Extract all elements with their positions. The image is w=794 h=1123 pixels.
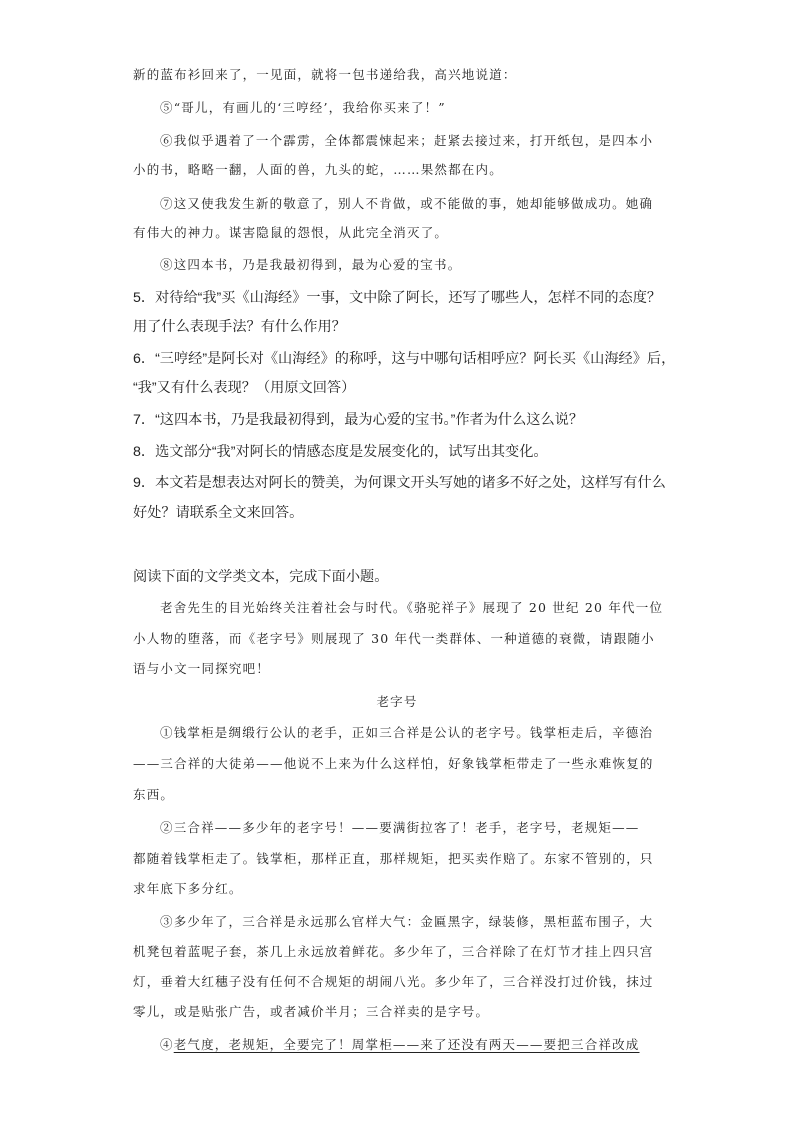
passage2-line: ①钱掌柜是绸缎行公认的老手，正如三合祥是公认的老字号。钱掌柜走后，辛德治 — [160, 725, 654, 740]
question-6-line-2: “我”又有什么表现？（用原文回答） — [133, 380, 356, 396]
passage2-line: 都随着钱掌柜走了。钱掌柜，那样正直，那样规矩，把买卖作赔了。东家不管别的，只 — [133, 851, 654, 866]
reading-instruction: 阅读下面的文学类文本，完成下面小题。 — [133, 569, 389, 585]
paragraph-number: ④ — [160, 1037, 174, 1052]
question-6-line-1: 6．“三哼经”是阿长对《山海经》的称呼，这与中哪句话相呼应？阿长买《山海经》后， — [133, 351, 676, 367]
passage2-line: ②三合祥——多少年的老字号！——要满街拉客了！老手，老字号，老规矩—— — [160, 820, 640, 835]
question-5-line-2: 用了什么表现手法？有什么作用？ — [133, 319, 346, 335]
passage2-line: 零儿，或是贴张广告，或者减价半月；三合祥卖的是字号。 — [133, 1004, 490, 1019]
question-9-line-2: 好处？请联系全文来回答。 — [133, 505, 304, 521]
story-title: 老字号 — [376, 694, 418, 709]
passage2-line: 东西。 — [133, 787, 175, 802]
underlined-sentence: 老气度，老规矩，全要完了！周掌柜——来了还没有两天——要把三合祥改成 — [173, 1037, 640, 1052]
passage2-line: ③多少年了，三合祥是永远那么官样大气：金匾黑字，绿装修，黑柜蓝布围子，大 — [160, 914, 654, 929]
question-7: 7．“这四本书，乃是我最初得到，最为心爱的宝书。”作者为什么这么说？ — [133, 412, 584, 428]
intro-line: 语与小文一同探究吧！ — [133, 661, 271, 676]
question-8: 8．选文部分“我”对阿长的情感态度是发展变化的，试写出其变化。 — [133, 444, 548, 460]
passage1-line: ⑥我似乎遇着了一个霹雳，全体都震悚起来；赶紧去接过来，打开纸包，是四本小 — [160, 133, 654, 148]
passage1-line: 有伟大的神力。谋害隐鼠的怨恨，从此完全消灭了。 — [133, 225, 449, 240]
passage1-line: 新的蓝布衫回来了，一见面，就将一包书递给我，高兴地说道： — [133, 67, 517, 82]
question-9-line-1: 9．本文若是想表达对阿长的赞美，为何课文开头写她的诸多不好之处，这样写有什么 — [133, 475, 666, 491]
question-5-line-1: 5．对待给“我”买《山海经》一事，文中除了阿长，还写了哪些人，怎样不同的态度？ — [133, 290, 662, 306]
passage2-line: ——三合祥的大徒弟——他说不上来为什么这样怕，好象钱掌柜带走了一些永难恢复的 — [133, 756, 654, 771]
passage2-line: 求年底下多分红。 — [133, 881, 243, 896]
passage1-line: 小的书，略略一翻，人面的兽，九头的蛇，……果然都在内。 — [133, 162, 503, 177]
intro-line: 小人物的堕落，而《老字号》则展现了 30 年代一类群体、一种道德的衰微，请跟随小 — [133, 631, 655, 646]
passage1-line: ⑧这四本书，乃是我最初得到，最为心爱的宝书。 — [160, 257, 462, 272]
passage1-line: ⑦这又使我发生新的敬意了，别人不肯做，或不能做的事，她却能够做成功。她确 — [160, 196, 654, 211]
passage2-last-line — [160, 1035, 640, 1055]
passage2-line: 机凳包着蓝呢子套，茶几上永远放着鲜花。多少年了，三合祥除了在灯节才挂上四只宫 — [133, 944, 654, 959]
passage1-line: ⑤“哥儿，有画儿的‘三哼经’，我给你买来了！” — [160, 100, 446, 115]
passage2-line: 灯，垂着大红穗子没有任何不合规矩的胡闹八光。多少年了，三合祥没打过价钱，抹过 — [133, 974, 654, 989]
intro-line: 老舍先生的目光始终关注着社会与时代。《骆驼祥子》展现了 20 世纪 20 年代一位 — [160, 600, 664, 615]
